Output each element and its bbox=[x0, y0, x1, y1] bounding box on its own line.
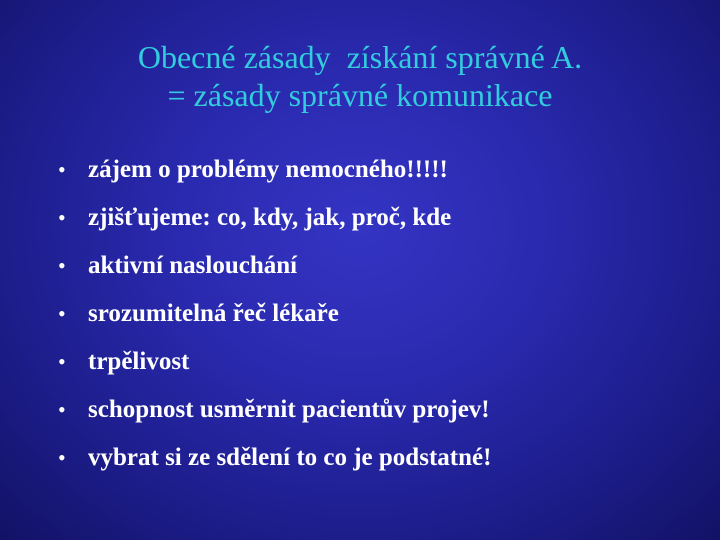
bullet-dot-icon: • bbox=[58, 205, 66, 230]
bullet-text: zájem o problémy nemocného!!!!! bbox=[88, 156, 448, 183]
bullet-item bbox=[58, 292, 698, 340]
bullet-text: vybrat si ze sdělení to co je podstatné! bbox=[88, 444, 492, 471]
bullet-text: zjišťujeme: co, kdy, jak, proč, kde bbox=[88, 204, 452, 231]
bullet-dot-icon: • bbox=[58, 157, 66, 182]
bullet-item bbox=[58, 436, 698, 484]
bullet-dot-icon: • bbox=[58, 445, 66, 470]
slide-title-line-1: Obecné zásady získání správné A. bbox=[137, 39, 583, 75]
bullet-dot-icon: • bbox=[58, 349, 66, 374]
bullet-list bbox=[58, 148, 698, 484]
bullet-text: trpělivost bbox=[88, 348, 190, 375]
bullet-text: aktivní naslouchání bbox=[88, 252, 298, 279]
bullet-item bbox=[58, 340, 698, 388]
slide-title bbox=[0, 38, 720, 114]
bullet-dot-icon: • bbox=[58, 397, 66, 422]
bullet-dot-icon: • bbox=[58, 253, 66, 278]
bullet-item bbox=[58, 244, 698, 292]
bullet-item bbox=[58, 196, 698, 244]
bullet-dot-icon: • bbox=[58, 301, 66, 326]
bullet-text: srozumitelná řeč lékaře bbox=[88, 300, 339, 327]
bullet-item bbox=[58, 148, 698, 196]
slide-title-line-2: = zásady správné komunikace bbox=[167, 77, 553, 113]
bullet-item bbox=[58, 388, 698, 436]
bullet-text: schopnost usměrnit pacientův projev! bbox=[88, 396, 490, 423]
